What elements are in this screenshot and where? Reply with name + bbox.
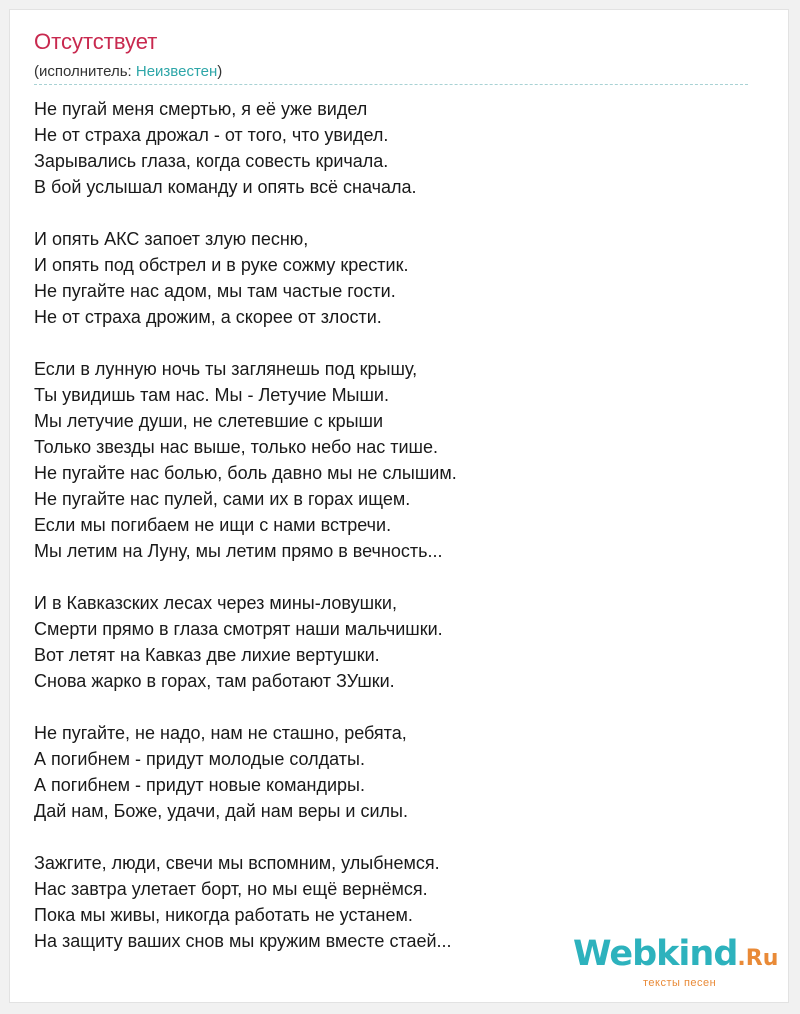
lyric-line: Не пугай меня смертью, я её уже видел — [34, 99, 368, 119]
logo-tld-text: .Ru — [737, 946, 779, 971]
lyric-line: Не пугайте нас болью, боль давно мы не слышим. — [34, 463, 457, 483]
lyrics-stanza — [34, 356, 754, 564]
logo-wordmark — [573, 934, 779, 974]
lyric-line: Если в лунную ночь ты заглянешь под крышу, — [34, 359, 418, 379]
lyric-line: Снова жарко в горах, там работают ЗУшки. — [34, 671, 395, 691]
webkind-logo[interactable] — [573, 934, 779, 997]
lyrics-stanza — [34, 590, 754, 694]
lyrics-body — [34, 96, 754, 980]
lyric-line: Не от страха дрожим, а скорее от злости. — [34, 307, 382, 327]
artist-link[interactable]: Неизвестен — [135, 63, 218, 80]
artist-suffix: ) — [217, 63, 223, 80]
lyric-line: И в Кавказских лесах через мины-ловушки, — [34, 593, 397, 613]
song-title: Отсутствует — [34, 29, 158, 54]
lyric-line: Мы летучие души, не слетевшие с крыши — [34, 411, 384, 431]
lyric-line: Ты увидишь там нас. Мы - Летучие Мыши. — [34, 385, 389, 405]
lyric-line: Если мы погибаем не ищи с нами встречи. — [34, 515, 392, 535]
lyric-line: Смерти прямо в глаза смотрят наши мальчишки. — [34, 619, 443, 639]
lyric-line: Зарывались глаза, когда совесть кричала. — [34, 151, 389, 171]
lyric-line: И опять АКС запоет злую песню, — [34, 229, 309, 249]
lyric-line: На защиту ваших снов мы кружим вместе стаей... — [34, 931, 452, 951]
lyric-line: Нас завтра улетает борт, но мы ещё вернёмся. — [34, 879, 428, 899]
lyric-line: Только звезды нас выше, только небо нас тише. — [34, 437, 439, 457]
title-divider — [34, 84, 748, 85]
lyric-line: Зажгите, люди, свечи мы вспомним, улыбнемся. — [34, 853, 440, 873]
lyrics-stanza — [34, 226, 754, 330]
lyric-line: А погибнем - придут молодые солдаты. — [34, 749, 365, 769]
lyric-line: А погибнем - придут новые командиры. — [34, 775, 365, 795]
lyric-line: Пока мы живы, никогда работать не устанем. — [34, 905, 413, 925]
lyric-line: Не пугайте нас адом, мы там частые гости. — [34, 281, 396, 301]
lyrics-stanza — [34, 96, 754, 200]
lyric-line: И опять под обстрел и в руке сожму крестик. — [34, 255, 409, 275]
logo-main-text: Webkind — [573, 934, 738, 974]
lyric-line: Не пугайте, не надо, нам не сташно, ребята, — [34, 723, 407, 743]
artist-prefix: (исполнитель: — [34, 63, 136, 80]
lyrics-stanza — [34, 720, 754, 824]
lyric-line: В бой услышал команду и опять всё сначала. — [34, 177, 417, 197]
logo-tagline: тексты песен — [643, 977, 717, 989]
artist-line — [34, 63, 222, 80]
lyric-line: Вот летят на Кавказ две лихие вертушки. — [34, 645, 380, 665]
lyric-line: Не от страха дрожал - от того, что увидел. — [34, 125, 389, 145]
lyric-line: Дай нам, Боже, удачи, дай нам веры и силы. — [34, 801, 408, 821]
lyric-line: Не пугайте нас пулей, сами их в горах ищем. — [34, 489, 411, 509]
lyric-line: Мы летим на Луну, мы летим прямо в вечность... — [34, 541, 443, 561]
